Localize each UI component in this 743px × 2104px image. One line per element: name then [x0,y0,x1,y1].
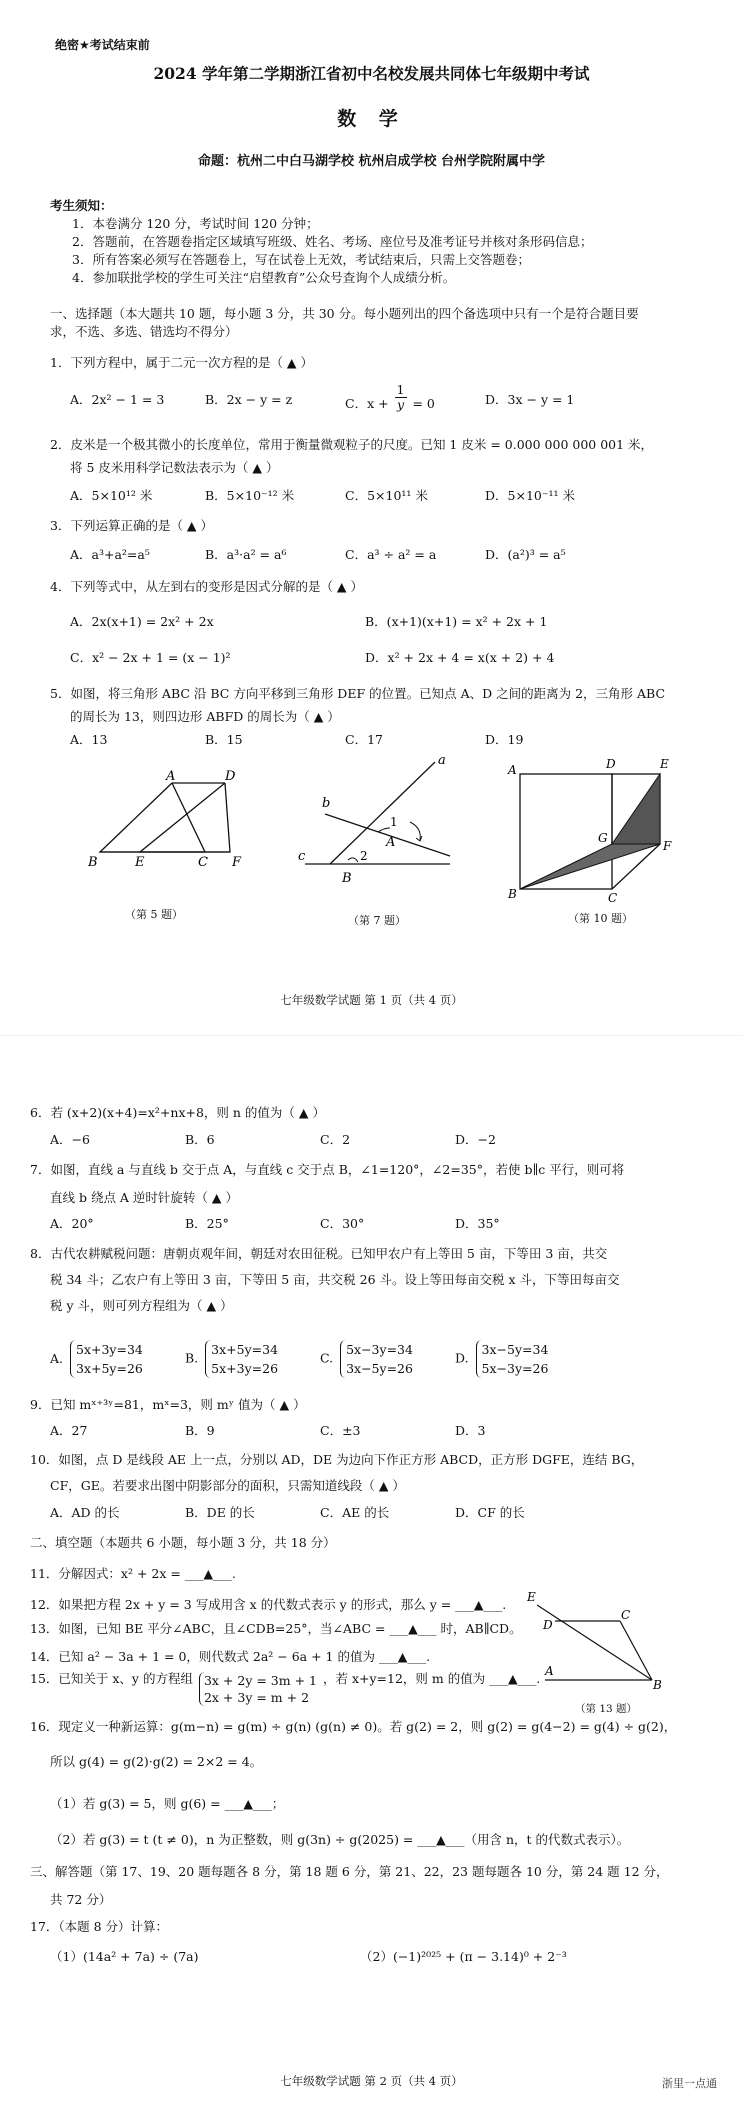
q4-option-a: A．2x(x+1) = 2x² + 2x [70,614,214,629]
page1-footer: 七年级数学试题 第 1 页（共 4 页） [280,993,463,1007]
q1-option-d: D．3x − y = 1 [485,392,575,407]
q3-option-d: D．(a²)³ = a⁵ [485,547,566,562]
q11: 11．分解因式：x² + 2x = ___▲___. [30,1566,236,1581]
page2-footer: 七年级数学试题 第 2 页（共 4 页） [280,2074,463,2088]
label-E: E [135,855,145,870]
section1-heading-cont: 求，不选、多选、错选均不得分） [50,324,238,339]
q4-option-b: B．(x+1)(x+1) = x² + 2x + 1 [365,614,548,629]
label-F: F [663,839,672,853]
ray-be [537,1605,652,1680]
q6-stem: 6．若 (x+2)(x+4)=x²+nx+8，则 n 的值为（ ▲ ） [30,1105,325,1120]
q5-option-a: A．13 [70,732,108,747]
label-C: C [621,1608,631,1622]
q10-option-d: D．CF 的长 [455,1505,525,1520]
q1-option-a: A．2x² − 1 = 3 [70,392,165,407]
label-c: c [298,849,306,864]
line-a [330,762,435,864]
q13: 13．如图，已知 BE 平分∠ABC，且∠CDB=25°，当∠ABC = ___▲___ 时，AB∥CD。 [30,1621,522,1636]
label-C: C [198,855,208,870]
label-B: B [508,887,517,901]
q6-option-d: D．−2 [455,1132,496,1147]
q7-option-d: D．35° [455,1216,500,1231]
q10-option-a: A．AD 的长 [50,1505,120,1520]
q5-stem-cont: 的周长为 13，则四边形 ABFD 的周长为（ ▲ ） [70,709,340,724]
q6-option-a: A．−6 [50,1132,90,1147]
q9-option-d: D．3 [455,1423,486,1438]
q8-option-a: A. 5x+3y=34 3x+5y=26 [50,1342,143,1376]
figure-q10-caption: （第 10 题） [568,912,633,925]
section3-heading: 三、解答题（第 17、19、20 题每题各 8 分，第 18 题 6 分，第 21、22，23 题每题各 10 分，第 24 题 12 分， [30,1864,669,1879]
figure-q7-caption: （第 7 题） [348,914,406,927]
q6-option-c: C．2 [320,1132,351,1147]
q1-option-b: B．2x − y = z [205,392,293,407]
q3-option-b: B．a³·a² = a⁶ [205,547,287,562]
label-B: B [342,871,352,886]
q10-option-b: B．DE 的长 [185,1505,255,1520]
label-1: 1 [390,815,398,829]
q5-stem: 5．如图，将三角形 ABC 沿 BC 方向平移到三角形 DEF 的位置。已知点 A、D 之间的距离为 2，三角形 ABC [50,686,666,701]
figure-q5-caption: （第 5 题） [125,908,183,921]
q14: 14．已知 a² − 3a + 1 = 0，则代数式 2a² − 6a + 1 的值为 ___▲___. [30,1649,431,1664]
q7-option-b: B．25° [185,1216,229,1231]
q9-option-c: C．±3 [320,1423,361,1438]
figure-q5 [80,752,260,882]
q7-option-a: A．20° [50,1216,94,1231]
label-C: C [608,891,618,902]
section3-heading-cont: 共 72 分） [50,1892,112,1907]
q16-stem-cont: 所以 g(4) = g(2)·g(2) = 2×2 = 4。 [50,1754,263,1769]
figure-q13-caption: （第 13 题） [575,1703,638,1715]
q12: 12．如果把方程 2x + y = 3 写成用含 x 的代数式表示 y 的形式，那么 y = ___▲___. [30,1597,507,1612]
q7-stem: 7．如图，直线 a 与直线 b 交于点 A，与直线 c 交于点 B，∠1=120°，∠2=35°，若使 b∥c 平行，则可将 [30,1162,625,1177]
q5-option-d: D．19 [485,732,524,747]
label-F: F [232,855,242,870]
triangle-def [140,783,230,852]
q8-option-d: D. 3x−5y=34 5x−3y=26 [455,1342,549,1376]
watermark: 浙里一点通 [662,2077,717,2090]
authors-line: 命题：杭州二中白马湖学校 杭州启成学校 台州学院附属中学 [197,154,546,169]
page-separator [0,1035,743,1036]
q7-stem-cont: 直线 b 绕点 A 逆时针旋转（ ▲ ） [50,1190,238,1205]
q1-stem: 1．下列方程中，属于二元一次方程的是（ ▲ ） [50,355,314,370]
notice-item: 4．参加联批学校的学生可关注“启望教育”公众号查询个人成绩分析。 [72,270,456,285]
label-b: b [322,796,331,811]
q2-stem: 2．皮米是一个极其微小的长度单位，常用于衡量微观粒子的尺度。已知 1 皮米 = 0.000 000 000 001 米， [50,437,654,452]
label-G: G [598,831,608,845]
notice-heading: 考生须知： [50,198,113,213]
q2-option-b: B．5×10⁻¹² 米 [205,488,295,503]
segment-cb [620,1621,652,1680]
q8-option-c: C. 5x−3y=34 3x−5y=26 [320,1342,413,1376]
q8-stem: 8．古代农耕赋税问题：唐朝贞观年间，朝廷对农田征税。已知甲农户有上等田 5 亩，下等田 3 亩，共交 [30,1246,608,1261]
label-A: A [545,1664,554,1678]
shaded-region-2 [612,774,660,844]
exam-title: 2024 学年第二学期浙江省初中名校发展共同体七年级期中考试 [153,64,590,83]
secret-label: 绝密★考试结束前 [55,38,150,52]
q9-option-a: A．27 [50,1423,88,1438]
label-A: A [386,835,396,850]
q3-option-a: A．a³+a²=a⁵ [70,547,150,562]
q3-option-c: C．a³ ÷ a² = a [345,547,437,562]
q7-option-c: C．30° [320,1216,365,1231]
notice-item: 3．所有答案必须写在答题卷上，写在试卷上无效，考试结束后，只需上交答题卷； [72,252,530,267]
q2-option-a: A．5×10¹² 米 [70,488,153,503]
q9-option-b: B．9 [185,1423,215,1438]
notice-item: 1．本卷满分 120 分，考试时间 120 分钟； [72,216,319,231]
q2-stem-cont: 将 5 皮米用科学记数法表示为（ ▲ ） [70,460,279,475]
q15: 15．已知关于 x、y 的方程组 3x + 2y = 3m + 1 2x + 3y = m + 2 ，若 x+y=12，则 m 的值为 ___▲___. [30,1670,541,1705]
label-D: D [543,1618,553,1632]
section2-heading: 二、填空题（本题共 6 小题，每小题 3 分，共 18 分） [30,1535,336,1550]
q5-option-b: B．15 [205,732,243,747]
q16-sub2: （2）若 g(3) = t (t ≠ 0)，n 为正整数，则 g(3n) ÷ g(2025) = ___▲___（用含 n，t 的代数式表示）。 [50,1832,630,1847]
notice-item: 2．答题前，在答题卷指定区域填写班级、姓名、考场、座位号及准考证号并核对条形码信息； [72,234,593,249]
subject-title: 数 学 [337,108,406,130]
q10-stem: 10．如图，点 D 是线段 AE 上一点，分别以 AD，DE 为边向下作正方形 ABCD，正方形 DGFE，连结 BG， [30,1452,644,1467]
q10-stem-cont: CF，GE。若要求出图中阴影部分的面积，只需知道线段（ ▲ ） [50,1478,405,1493]
q6-option-b: B．6 [185,1132,215,1147]
q17-part2: （2）(−1)²⁰²⁵ + (π − 3.14)⁰ + 2⁻³ [360,1949,567,1964]
q16-stem: 16．现定义一种新运算：g(m−n) = g(m) ÷ g(n) (g(n) ≠ 0)。若 g(2) = 2，则 g(2) = g(4−2) = g(4) ÷ g(2)， [30,1719,677,1734]
q8-stem-cont2: 税 y 斗，则可列方程组为（ ▲ ） [50,1298,233,1313]
label-A: A [508,763,517,777]
label-2: 2 [360,849,368,863]
figure-q13 [525,1585,665,1695]
figure-q10 [500,752,700,902]
label-B: B [653,1678,662,1692]
label-a: a [438,753,446,768]
label-D: D [606,757,616,771]
q5-option-c: C．17 [345,732,383,747]
q2-option-d: D．5×10⁻¹¹ 米 [485,488,575,503]
q10-option-c: C．AE 的长 [320,1505,390,1520]
q4-option-d: D．x² + 2x + 4 = x(x + 2) + 4 [365,650,555,665]
label-E: E [527,1590,536,1604]
q2-option-c: C．5×10¹¹ 米 [345,488,428,503]
label-A: A [166,769,176,784]
label-B: B [88,855,98,870]
label-E: E [660,757,669,771]
q17-stem: 17．（本题 8 分）计算： [30,1919,169,1934]
q9-stem: 9．已知 mˣ⁺³ʸ=81，mˣ=3，则 mʸ 值为（ ▲ ） [30,1397,306,1412]
q3-stem: 3．下列运算正确的是（ ▲ ） [50,518,214,533]
section1-heading: 一、选择题（本大题共 10 题，每小题 3 分，共 30 分。每小题列出的四个备选项中只有一个是符合题目要 [50,306,639,321]
q17-part1: （1）(14a² + 7a) ÷ (7a) [50,1949,199,1964]
shaded-region-1 [520,844,660,889]
q4-option-c: C．x² − 2x + 1 = (x − 1)² [70,650,231,665]
q4-stem: 4．下列等式中，从左到右的变形是因式分解的是（ ▲ ） [50,579,364,594]
q8-stem-cont: 税 34 斗；乙农户有上等田 3 亩，下等田 5 亩，共交税 26 斗。设上等田每亩交税 x 斗，下等田每亩交 [50,1272,620,1287]
figure-q7 [290,752,460,892]
q16-sub1: （1）若 g(3) = 5，则 g(6) = ___▲___； [50,1796,285,1811]
label-D: D [225,769,236,784]
q1-option-c: C．x + $\frac{1}{y}$ = 0 [345,382,435,412]
q8-option-b: B. 3x+5y=34 5x+3y=26 [185,1342,279,1376]
